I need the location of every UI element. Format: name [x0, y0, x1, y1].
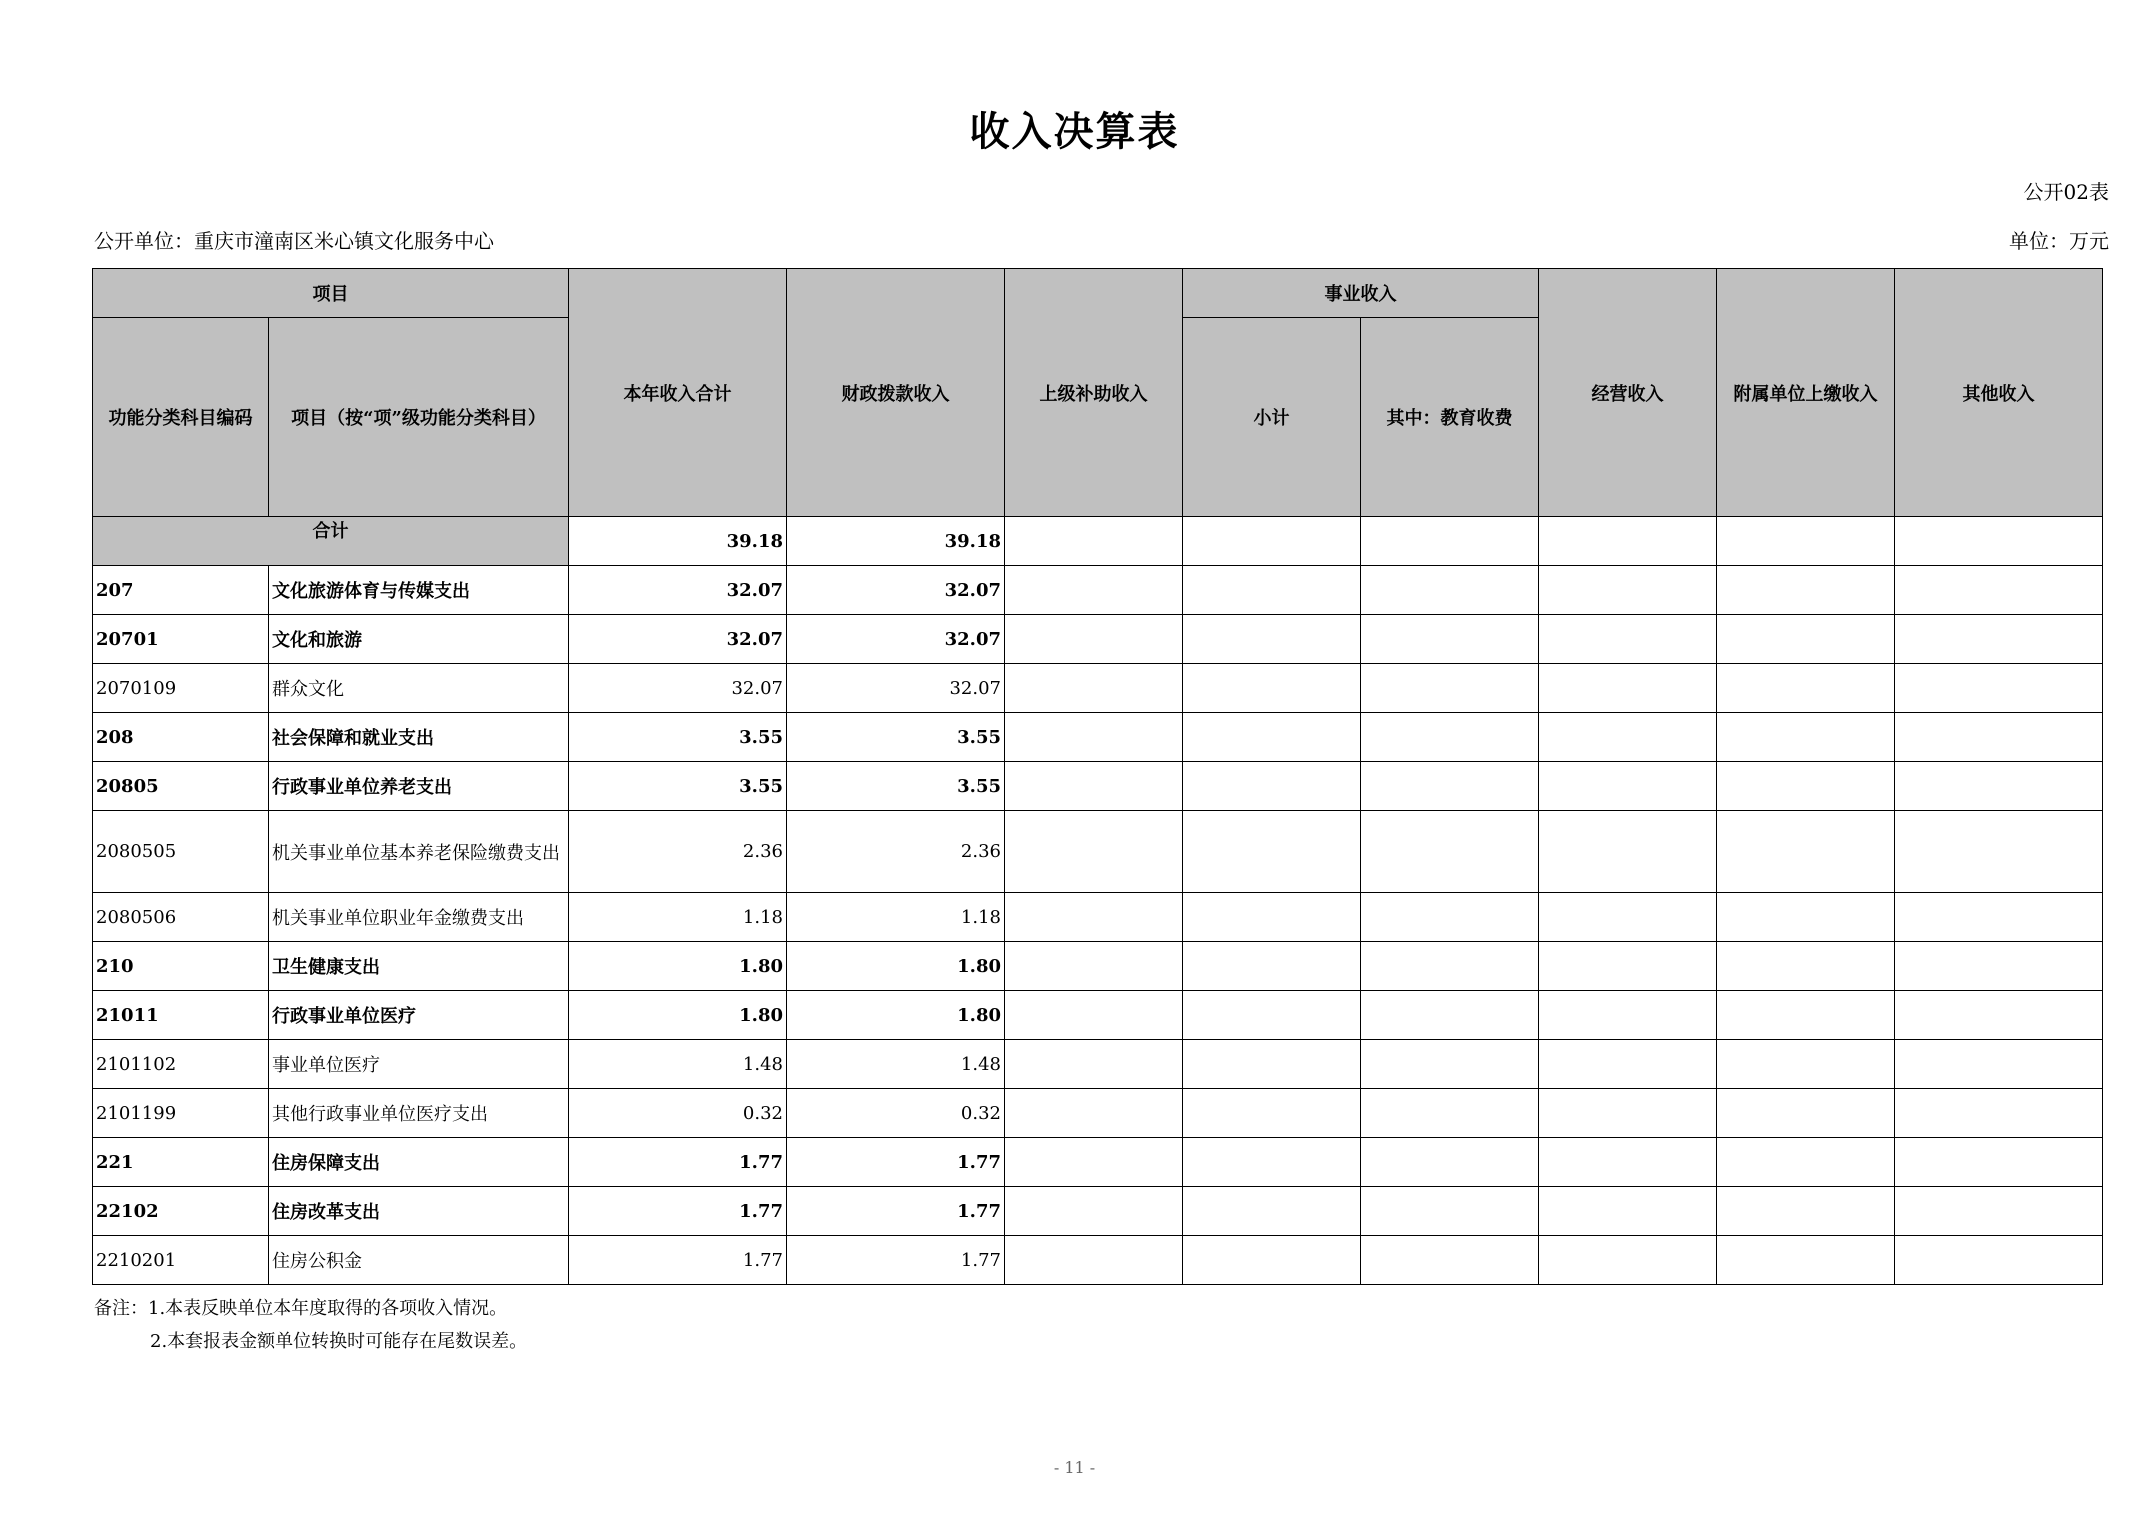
row-total: 1.18 — [569, 893, 787, 942]
row-code: 21011 — [93, 991, 269, 1040]
row-name: 文化旅游体育与传媒支出 — [269, 566, 569, 615]
row-fiscal: 1.77 — [787, 1236, 1005, 1285]
row-name: 住房改革支出 — [269, 1187, 569, 1236]
table-row — [93, 893, 2103, 942]
empty-cell — [1895, 1187, 2103, 1236]
row-fiscal: 32.07 — [787, 615, 1005, 664]
row-name: 文化和旅游 — [269, 615, 569, 664]
empty-cell — [1539, 1138, 1717, 1187]
empty-cell — [1183, 762, 1361, 811]
empty-cell — [1717, 811, 1895, 893]
row-total: 1.80 — [569, 991, 787, 1040]
empty-cell — [1717, 1089, 1895, 1138]
empty-cell — [1361, 713, 1539, 762]
empty-cell — [1895, 1089, 2103, 1138]
empty-cell — [1005, 517, 1183, 566]
empty-cell — [1361, 1187, 1539, 1236]
empty-cell — [1717, 664, 1895, 713]
row-code: 2210201 — [93, 1236, 269, 1285]
header-subtotal: 小计 — [1183, 318, 1361, 517]
empty-cell — [1539, 713, 1717, 762]
empty-cell — [1895, 1236, 2103, 1285]
table-row — [93, 991, 2103, 1040]
empty-cell — [1361, 1040, 1539, 1089]
empty-cell — [1895, 1040, 2103, 1089]
table-row — [93, 615, 2103, 664]
empty-cell — [1005, 1187, 1183, 1236]
row-total: 1.77 — [569, 1236, 787, 1285]
table-row — [93, 1236, 2103, 1285]
empty-cell — [1539, 762, 1717, 811]
header-operating: 经营收入 — [1539, 269, 1717, 517]
page-title: 收入决算表 — [969, 108, 1180, 155]
row-fiscal: 32.07 — [787, 664, 1005, 713]
empty-cell — [1005, 664, 1183, 713]
empty-cell — [1717, 762, 1895, 811]
empty-cell — [1539, 1187, 1717, 1236]
empty-cell — [1539, 517, 1717, 566]
row-fiscal: 1.18 — [787, 893, 1005, 942]
row-fiscal: 32.07 — [787, 566, 1005, 615]
empty-cell — [1539, 1089, 1717, 1138]
empty-cell — [1361, 664, 1539, 713]
empty-cell — [1183, 713, 1361, 762]
empty-cell — [1183, 517, 1361, 566]
empty-cell — [1717, 942, 1895, 991]
empty-cell — [1183, 1138, 1361, 1187]
row-total: 32.07 — [569, 566, 787, 615]
row-name: 其他行政事业单位医疗支出 — [269, 1089, 569, 1138]
empty-cell — [1539, 942, 1717, 991]
empty-cell — [1005, 1040, 1183, 1089]
empty-cell — [1539, 664, 1717, 713]
empty-cell — [1539, 991, 1717, 1040]
row-code: 22102 — [93, 1187, 269, 1236]
table-row — [93, 1040, 2103, 1089]
row-code: 2080505 — [93, 811, 269, 893]
row-fiscal: 0.32 — [787, 1089, 1005, 1138]
empty-cell — [1539, 811, 1717, 893]
row-total: 2.36 — [569, 811, 787, 893]
empty-cell — [1895, 762, 2103, 811]
empty-cell — [1539, 1236, 1717, 1285]
header-project: 项目 — [93, 269, 569, 318]
row-fiscal: 1.77 — [787, 1187, 1005, 1236]
empty-cell — [1717, 1236, 1895, 1285]
empty-cell — [1895, 942, 2103, 991]
note-line-1: 备注：1.本表反映单位本年度取得的各项收入情况。 — [94, 1298, 508, 1319]
empty-cell — [1361, 893, 1539, 942]
header-row-1 — [93, 269, 2103, 318]
empty-cell — [1183, 615, 1361, 664]
header-fiscal: 财政拨款收入 — [787, 269, 1005, 517]
row-fiscal: 1.48 — [787, 1040, 1005, 1089]
row-fiscal: 1.80 — [787, 942, 1005, 991]
empty-cell — [1895, 811, 2103, 893]
empty-cell — [1895, 893, 2103, 942]
empty-cell — [1717, 1187, 1895, 1236]
empty-cell — [1361, 762, 1539, 811]
empty-cell — [1895, 615, 2103, 664]
empty-cell — [1005, 762, 1183, 811]
empty-cell — [1895, 991, 2103, 1040]
empty-cell — [1361, 1138, 1539, 1187]
empty-cell — [1183, 1236, 1361, 1285]
table-row — [93, 566, 2103, 615]
row-total: 32.07 — [569, 664, 787, 713]
header-item-name: 项目（按“项”级功能分类科目） — [269, 318, 569, 517]
row-total: 1.48 — [569, 1040, 787, 1089]
note-line-2: 2.本套报表金额单位转换时可能存在尾数误差。 — [150, 1331, 528, 1352]
empty-cell — [1005, 615, 1183, 664]
table-row — [93, 762, 2103, 811]
income-table — [92, 268, 2103, 1285]
empty-cell — [1539, 566, 1717, 615]
empty-cell — [1183, 1187, 1361, 1236]
empty-cell — [1539, 615, 1717, 664]
row-name: 群众文化 — [269, 664, 569, 713]
empty-cell — [1005, 811, 1183, 893]
empty-cell — [1717, 566, 1895, 615]
row-fiscal: 3.55 — [787, 713, 1005, 762]
empty-cell — [1895, 1138, 2103, 1187]
row-total: 1.77 — [569, 1138, 787, 1187]
empty-cell — [1183, 566, 1361, 615]
empty-cell — [1361, 811, 1539, 893]
row-fiscal: 3.55 — [787, 762, 1005, 811]
empty-cell — [1183, 942, 1361, 991]
empty-cell — [1539, 1040, 1717, 1089]
empty-cell — [1717, 713, 1895, 762]
row-name: 机关事业单位职业年金缴费支出 — [269, 893, 569, 942]
empty-cell — [1005, 1089, 1183, 1138]
empty-cell — [1005, 942, 1183, 991]
row-code: 2101199 — [93, 1089, 269, 1138]
header-business: 事业收入 — [1183, 269, 1539, 318]
empty-cell — [1361, 942, 1539, 991]
total-value: 39.18 — [569, 517, 787, 566]
row-code: 2070109 — [93, 664, 269, 713]
empty-cell — [1183, 893, 1361, 942]
empty-cell — [1361, 1089, 1539, 1138]
empty-cell — [1717, 517, 1895, 566]
empty-cell — [1005, 893, 1183, 942]
empty-cell — [1895, 566, 2103, 615]
page-number: - 11 - — [1053, 1458, 1096, 1477]
header-other: 其他收入 — [1895, 269, 2103, 517]
row-code: 207 — [93, 566, 269, 615]
empty-cell — [1717, 1138, 1895, 1187]
empty-cell — [1361, 615, 1539, 664]
empty-cell — [1183, 1040, 1361, 1089]
empty-cell — [1183, 1089, 1361, 1138]
header-func-code: 功能分类科目编码 — [93, 318, 269, 517]
row-total: 0.32 — [569, 1089, 787, 1138]
row-name: 卫生健康支出 — [269, 942, 569, 991]
total-label: 合计 — [93, 517, 569, 566]
row-code: 221 — [93, 1138, 269, 1187]
header-total: 本年收入合计 — [569, 269, 787, 517]
row-code: 20701 — [93, 615, 269, 664]
empty-cell — [1005, 713, 1183, 762]
empty-cell — [1005, 1138, 1183, 1187]
empty-cell — [1539, 893, 1717, 942]
empty-cell — [1005, 991, 1183, 1040]
row-total: 3.55 — [569, 713, 787, 762]
row-code: 208 — [93, 713, 269, 762]
table-row — [93, 1187, 2103, 1236]
table-row — [93, 942, 2103, 991]
table-row — [93, 1089, 2103, 1138]
row-name: 住房保障支出 — [269, 1138, 569, 1187]
empty-cell — [1183, 991, 1361, 1040]
header-superior: 上级补助收入 — [1005, 269, 1183, 517]
empty-cell — [1895, 664, 2103, 713]
empty-cell — [1361, 1236, 1539, 1285]
row-code: 2101102 — [93, 1040, 269, 1089]
row-fiscal: 2.36 — [787, 811, 1005, 893]
form-number: 公开02表 — [2023, 180, 2109, 204]
total-fiscal: 39.18 — [787, 517, 1005, 566]
empty-cell — [1183, 811, 1361, 893]
currency-unit: 单位：万元 — [2009, 229, 2109, 253]
row-total: 1.80 — [569, 942, 787, 991]
row-total: 3.55 — [569, 762, 787, 811]
row-code: 2080506 — [93, 893, 269, 942]
header-affiliated: 附属单位上缴收入 — [1717, 269, 1895, 517]
row-fiscal: 1.80 — [787, 991, 1005, 1040]
empty-cell — [1361, 517, 1539, 566]
row-name: 事业单位医疗 — [269, 1040, 569, 1089]
empty-cell — [1895, 517, 2103, 566]
row-name: 社会保障和就业支出 — [269, 713, 569, 762]
row-name: 行政事业单位养老支出 — [269, 762, 569, 811]
row-code: 20805 — [93, 762, 269, 811]
empty-cell — [1717, 615, 1895, 664]
empty-cell — [1005, 1236, 1183, 1285]
empty-cell — [1361, 566, 1539, 615]
empty-cell — [1183, 664, 1361, 713]
row-name: 住房公积金 — [269, 1236, 569, 1285]
table-row — [93, 664, 2103, 713]
row-code: 210 — [93, 942, 269, 991]
table-row — [93, 1138, 2103, 1187]
row-total: 1.77 — [569, 1187, 787, 1236]
empty-cell — [1717, 1040, 1895, 1089]
empty-cell — [1717, 893, 1895, 942]
empty-cell — [1361, 991, 1539, 1040]
row-total: 32.07 — [569, 615, 787, 664]
empty-cell — [1895, 713, 2103, 762]
header-education: 其中：教育收费 — [1361, 318, 1539, 517]
row-name: 机关事业单位基本养老保险缴费支出 — [269, 811, 569, 893]
total-row — [93, 517, 2103, 566]
table-row — [93, 713, 2103, 762]
empty-cell — [1005, 566, 1183, 615]
notes — [94, 1292, 527, 1358]
row-name: 行政事业单位医疗 — [269, 991, 569, 1040]
empty-cell — [1717, 991, 1895, 1040]
row-fiscal: 1.77 — [787, 1138, 1005, 1187]
reporting-unit: 公开单位：重庆市潼南区米心镇文化服务中心 — [94, 229, 494, 253]
table-row — [93, 811, 2103, 893]
